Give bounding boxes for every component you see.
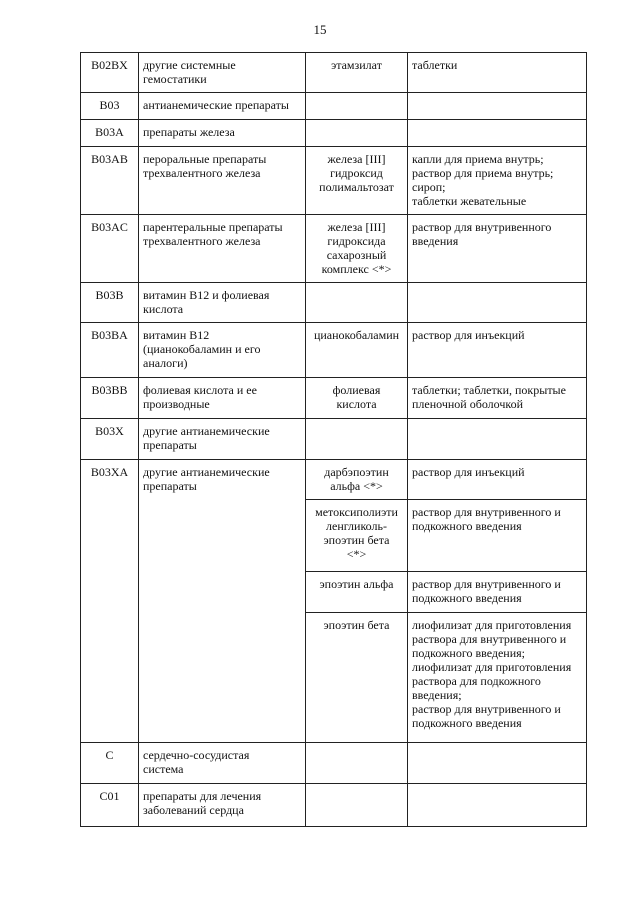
atc-code: B03B xyxy=(81,283,139,323)
drug-name: железа [III] гидроксид полимальтозат xyxy=(306,147,408,215)
drug-name: эпоэтин альфа xyxy=(306,572,408,613)
table-row xyxy=(81,378,587,419)
drug-name: цианокобаламин xyxy=(306,323,408,378)
table-row xyxy=(81,419,587,460)
dosage-form: капли для приема внутрь; раствор для приема внутрь; сироп; таблетки жевательные xyxy=(408,147,587,215)
atc-code: B03X xyxy=(81,419,139,460)
dosage-form: лиофилизат для приготовления раствора для внутривенного и подкожного введения; лиофилизат для приготовления раствора для подкожного введения; раствор для внутривенного и подкожного введения xyxy=(408,613,587,743)
dosage-form xyxy=(408,743,587,784)
drug-name: фолиевая кислота xyxy=(306,378,408,419)
atc-code: C01 xyxy=(81,784,139,827)
drug-table xyxy=(80,52,587,827)
atc-code: B03AB xyxy=(81,147,139,215)
atc-group: витамин B12 (цианокобаламин и его аналоги) xyxy=(139,323,306,378)
table-row xyxy=(81,147,587,215)
drug-name xyxy=(306,784,408,827)
dosage-form: раствор для инъекций xyxy=(408,460,587,500)
atc-code: B03AC xyxy=(81,215,139,283)
atc-group: препараты для лечения заболеваний сердца xyxy=(139,784,306,827)
drug-name: эпоэтин бета xyxy=(306,613,408,743)
atc-group: другие системные гемостатики xyxy=(139,53,306,93)
table-row xyxy=(81,120,587,147)
table-row xyxy=(81,215,587,283)
dosage-form xyxy=(408,419,587,460)
dosage-form: раствор для внутривенного и подкожного введения xyxy=(408,572,587,613)
table-row xyxy=(81,460,587,500)
drug-name xyxy=(306,743,408,784)
atc-code: B02BX xyxy=(81,53,139,93)
atc-group: фолиевая кислота и ее производные xyxy=(139,378,306,419)
atc-code: C xyxy=(81,743,139,784)
atc-group: сердечно-сосудистая система xyxy=(139,743,306,784)
page-number: 15 xyxy=(313,22,327,37)
atc-code: B03BA xyxy=(81,323,139,378)
drug-name xyxy=(306,419,408,460)
atc-group: антианемические препараты xyxy=(139,93,306,120)
atc-code: B03BB xyxy=(81,378,139,419)
atc-code: B03 xyxy=(81,93,139,120)
table-row xyxy=(81,283,587,323)
dosage-form xyxy=(408,93,587,120)
table-row xyxy=(81,93,587,120)
dosage-form: раствор для внутривенного и подкожного введения xyxy=(408,500,587,572)
dosage-form: раствор для инъекций xyxy=(408,323,587,378)
dosage-form xyxy=(408,120,587,147)
drug-name xyxy=(306,120,408,147)
atc-code: B03XA xyxy=(81,460,139,743)
atc-group: витамин B12 и фолиевая кислота xyxy=(139,283,306,323)
drug-name: железа [III] гидроксида сахарозный комплекс <*> xyxy=(306,215,408,283)
drug-name xyxy=(306,93,408,120)
drug-name: этамзилат xyxy=(306,53,408,93)
drug-name: дарбэпоэтин альфа <*> xyxy=(306,460,408,500)
table-row xyxy=(81,784,587,827)
atc-group: препараты железа xyxy=(139,120,306,147)
dosage-form: таблетки xyxy=(408,53,587,93)
atc-group: другие антианемические препараты xyxy=(139,419,306,460)
atc-group: парентеральные препараты трехвалентного железа xyxy=(139,215,306,283)
atc-code: B03A xyxy=(81,120,139,147)
drug-name xyxy=(306,283,408,323)
table-row xyxy=(81,323,587,378)
dosage-form: раствор для внутривенного введения xyxy=(408,215,587,283)
dosage-form: таблетки; таблетки, покрытые пленочной оболочкой xyxy=(408,378,587,419)
atc-group: другие антианемические препараты xyxy=(139,460,306,743)
dosage-form xyxy=(408,283,587,323)
atc-group: пероральные препараты трехвалентного железа xyxy=(139,147,306,215)
table-row xyxy=(81,53,587,93)
drug-name: метоксиполиэти ленгликоль- эпоэтин бета <*> xyxy=(306,500,408,572)
table-row xyxy=(81,743,587,784)
dosage-form xyxy=(408,784,587,827)
